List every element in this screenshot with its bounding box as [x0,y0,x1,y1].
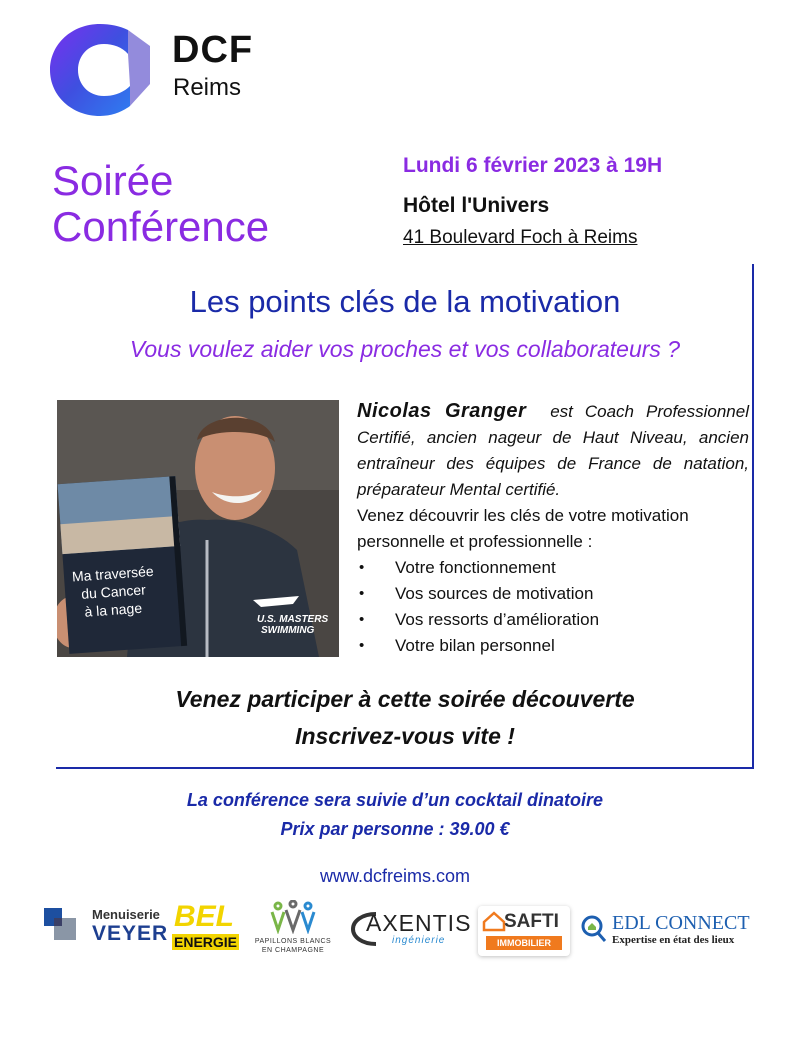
edl-magnifier-icon [580,914,608,944]
sponsor-safti-line-2: IMMOBILIER [486,936,562,950]
speaker-photo-illustration [57,400,339,657]
speaker-description [357,398,749,659]
cocktail-note: La conférence sera suivie d’un cocktail dinatoire [186,790,604,810]
sponsor-axentis-line-2: ingénierie [392,935,446,946]
list-item: • Votre bilan personnel [395,633,749,659]
sponsor-bel-line-2: ENERGIE [174,934,238,950]
page-title [52,158,269,250]
veyer-squares-icon [44,908,78,942]
speaker-bio: est Coach Professionnel Certifié, ancien nageur de Haut Niveau, ancien entraîneur des équipes de France de natation, préparateur Mental certifié. [357,402,749,499]
title-line-2: Conférence [52,203,270,250]
brand-name: DCF [172,29,254,71]
list-item: • Vos sources de motivation [395,581,749,607]
price: Prix par personne : 39.00 € [280,819,510,839]
papillons-figures-icon [258,900,328,934]
speaker-bio-block [357,398,749,503]
speaker-name: Nicolas Granger [357,400,527,422]
frame-right-border [752,264,754,769]
dcf-logo-icon [50,24,150,116]
sponsor-safti-card [478,906,570,956]
cta-line-1: Venez participer à cette soirée découverte [175,686,635,712]
sponsor-papillons-line-2: EN CHAMPAGNE [261,947,325,954]
shirt-text-1: U.S. MASTERS [257,614,329,625]
headline: Les points clés de la motivation [189,284,621,319]
list-item: • Votre fonctionnement [395,555,749,581]
brand-city: Reims [173,74,242,101]
subheadline: Vous voulez aider vos proches et vos collaborateurs ? [129,336,681,362]
list-item: • Vos ressorts d’amélioration [395,607,749,633]
intro-text: Venez découvrir les clés de votre motivation personnelle et professionnelle : [357,506,689,551]
sponsor-axentis-line-1: AXENTIS [366,910,472,936]
benefits-list [357,555,749,659]
speaker-photo [57,400,339,657]
book-title-2: du Cancer [80,581,147,602]
sponsor-bel-line-1: BEL [174,900,234,933]
shirt-text-2: SWIMMING [261,625,315,636]
event-address: 41 Boulevard Foch à Reims [403,227,638,248]
cta-line-2: Inscrivez-vous vite ! [295,723,515,749]
sponsor-safti-line-1: SAFTI [504,911,559,932]
sponsor-edl-line-2: Expertise en état des lieux [612,934,735,946]
sponsor-papillons-line-1: PAPILLONS BLANCS [254,938,332,945]
sponsor-veyer-line-2: VEYER [92,922,169,945]
safti-house-icon [482,910,506,932]
event-date: Lundi 6 février 2023 à 19H [403,154,663,177]
title-line-1: Soirée [52,157,174,204]
event-venue: Hôtel l'Univers [403,194,550,217]
book-title-1: Ma traversée [71,562,155,585]
sponsor-edl-line-1: EDL CONNECT [612,912,750,934]
sponsor-veyer-line-1: Menuiserie [92,907,160,922]
frame-bottom-border [56,767,754,769]
website-link[interactable]: www.dcfreims.com [319,866,471,886]
book-title-3: à la nage [83,599,143,620]
